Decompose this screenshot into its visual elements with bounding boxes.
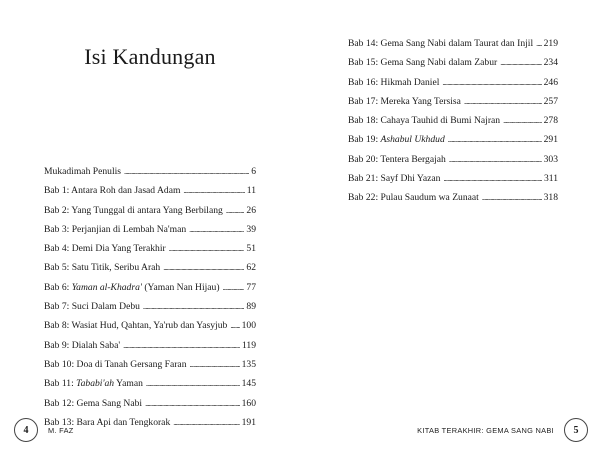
dot-leader <box>449 154 542 165</box>
toc-entry-italic-title: Ashabul Ukhdud <box>380 134 445 146</box>
dot-leader <box>226 205 245 216</box>
toc-entry-page: 191 <box>241 416 256 428</box>
toc-entry <box>44 282 256 301</box>
dot-leader <box>183 185 244 196</box>
toc-entry-page: 246 <box>543 76 558 88</box>
dot-leader <box>223 282 245 293</box>
dot-leader <box>503 115 542 126</box>
toc-entry <box>44 320 256 339</box>
toc-entry-page: 160 <box>241 397 256 409</box>
toc-entry-title: Bab 2: Yang Tunggal di antara Yang Berbilang <box>44 204 223 216</box>
right-page <box>300 0 600 456</box>
toc-entry-title: Bab 22: Pulau Saudum wa Zunaat <box>348 192 479 204</box>
toc-entry <box>44 378 256 397</box>
toc-entry <box>348 192 558 211</box>
dot-leader <box>173 417 239 428</box>
toc-entry <box>44 243 256 262</box>
dot-leader <box>143 301 244 312</box>
toc-entry <box>348 134 558 153</box>
dot-leader <box>442 77 541 88</box>
toc-entry-title: Bab 5: Satu Titik, Seribu Arah <box>44 262 161 274</box>
dot-leader <box>189 224 244 235</box>
toc-entry-title: Bab 18: Cahaya Tauhid di Bumi Najran <box>348 115 501 127</box>
toc-entry-suffix: (Yaman Nan Hijau) <box>141 281 220 293</box>
toc-entry-page: 291 <box>543 134 558 146</box>
toc-entry-prefix: Bab 6: <box>44 281 72 293</box>
dot-leader <box>448 134 542 145</box>
toc-entry <box>44 262 256 281</box>
dot-leader <box>146 378 240 389</box>
toc-entry-title: Bab 20: Tentera Bergajah <box>348 153 446 165</box>
toc-entry-page: 145 <box>241 378 256 390</box>
toc-entry-title <box>44 282 220 293</box>
dot-leader <box>464 96 542 107</box>
toc-entry-page: 62 <box>246 262 256 274</box>
page-number-badge: 5 <box>564 418 588 442</box>
toc-entry-title: Bab 7: Suci Dalam Debu <box>44 301 140 313</box>
toc-entry <box>44 224 256 243</box>
toc-entry-title <box>348 134 445 145</box>
toc-entry-page: 135 <box>241 358 256 370</box>
toc-entry-prefix: Bab 19: <box>348 134 381 146</box>
toc-entry-title: Bab 14: Gema Sang Nabi dalam Taurat dan Injil <box>348 38 534 49</box>
left-footer <box>14 420 74 440</box>
toc-entry-title: Bab 21: Sayf Dhi Yazan <box>348 173 441 185</box>
toc-entry-title: Bab 8: Wasiat Hud, Qahtan, Ya'rub dan Yasyjub <box>44 320 228 332</box>
toc-entry <box>44 417 256 436</box>
toc-entry <box>348 173 558 192</box>
dot-leader <box>163 262 244 273</box>
table-of-contents-left <box>44 166 256 436</box>
toc-entry-italic-title: Tababi'ah <box>76 378 115 390</box>
toc-entry-page: 311 <box>543 173 558 185</box>
toc-entry <box>348 154 558 173</box>
dot-leader <box>443 173 541 184</box>
toc-entry-title: Bab 17: Mereka Yang Tersisa <box>348 95 461 107</box>
toc-entry <box>44 398 256 417</box>
toc-entry-prefix: Bab 11: <box>44 378 77 390</box>
toc-entry-title: Bab 16: Hikmah Daniel <box>348 76 440 88</box>
toc-entry-page: 257 <box>543 95 558 107</box>
toc-entry-title: Bab 1: Antara Roh dan Jasad Adam <box>44 185 181 197</box>
toc-entry <box>44 340 256 359</box>
toc-entry-page: 318 <box>543 192 558 204</box>
toc-entry-page: 77 <box>246 281 256 293</box>
toc-entry-title: Bab 3: Perjanjian di Lembah Na'man <box>44 223 187 235</box>
table-of-contents-right <box>348 38 558 212</box>
toc-entry-page: 6 <box>251 166 256 177</box>
toc-entry-title: Bab 9: Dialah Saba' <box>44 339 121 351</box>
toc-entry <box>348 96 558 115</box>
toc-entry <box>44 301 256 320</box>
toc-entry-page: 219 <box>543 38 558 49</box>
toc-entry <box>348 115 558 134</box>
dot-leader <box>145 398 240 409</box>
toc-entry <box>44 205 256 224</box>
running-head-book-title: KITAB TERAKHIR: GEMA SANG NABI <box>417 425 554 435</box>
toc-entry-page: 100 <box>241 320 256 332</box>
toc-entry-page: 278 <box>543 115 558 127</box>
toc-entry-italic-title: Yaman al-Khadra' <box>71 281 142 293</box>
toc-entry-title: Bab 13: Bara Api dan Tengkorak <box>44 416 171 428</box>
toc-entry-title: Bab 12: Gema Sang Nabi <box>44 397 143 409</box>
toc-entry-suffix: Yaman <box>114 378 143 390</box>
toc-entry-title: Mukadimah Penulis <box>44 166 122 177</box>
toc-entry-page: 119 <box>241 339 256 351</box>
right-footer <box>417 420 588 440</box>
toc-entry-title: Bab 4: Demi Dia Yang Terakhir <box>44 243 166 255</box>
toc-entry-page: 51 <box>246 243 256 255</box>
toc-entry-page: 11 <box>246 185 256 197</box>
toc-entry-title: Bab 15: Gema Sang Nabi dalam Zabur <box>348 57 498 69</box>
toc-entry-title <box>44 378 143 389</box>
toc-entry <box>348 57 558 76</box>
dot-leader <box>123 340 240 351</box>
dot-leader <box>536 38 541 49</box>
dot-leader <box>482 192 542 203</box>
dot-leader <box>230 320 239 331</box>
page-title: Isi Kandungan <box>84 44 216 69</box>
dot-leader <box>169 243 245 254</box>
running-head-author: M. FAZ <box>48 425 74 435</box>
toc-entry <box>44 359 256 378</box>
dot-leader <box>500 57 541 68</box>
toc-entry-page: 89 <box>246 301 256 313</box>
toc-entry <box>44 166 256 185</box>
toc-entry <box>348 77 558 96</box>
toc-entry-page: 234 <box>543 57 558 69</box>
toc-entry <box>44 185 256 204</box>
page-number-badge: 4 <box>14 418 38 442</box>
toc-entry-title: Bab 10: Doa di Tanah Gersang Faran <box>44 358 187 370</box>
toc-entry-page: 303 <box>543 153 558 165</box>
toc-entry <box>348 38 558 57</box>
toc-entry-page: 39 <box>246 223 256 235</box>
toc-entry-page: 26 <box>246 204 256 216</box>
dot-leader <box>190 359 240 370</box>
dot-leader <box>124 166 249 177</box>
